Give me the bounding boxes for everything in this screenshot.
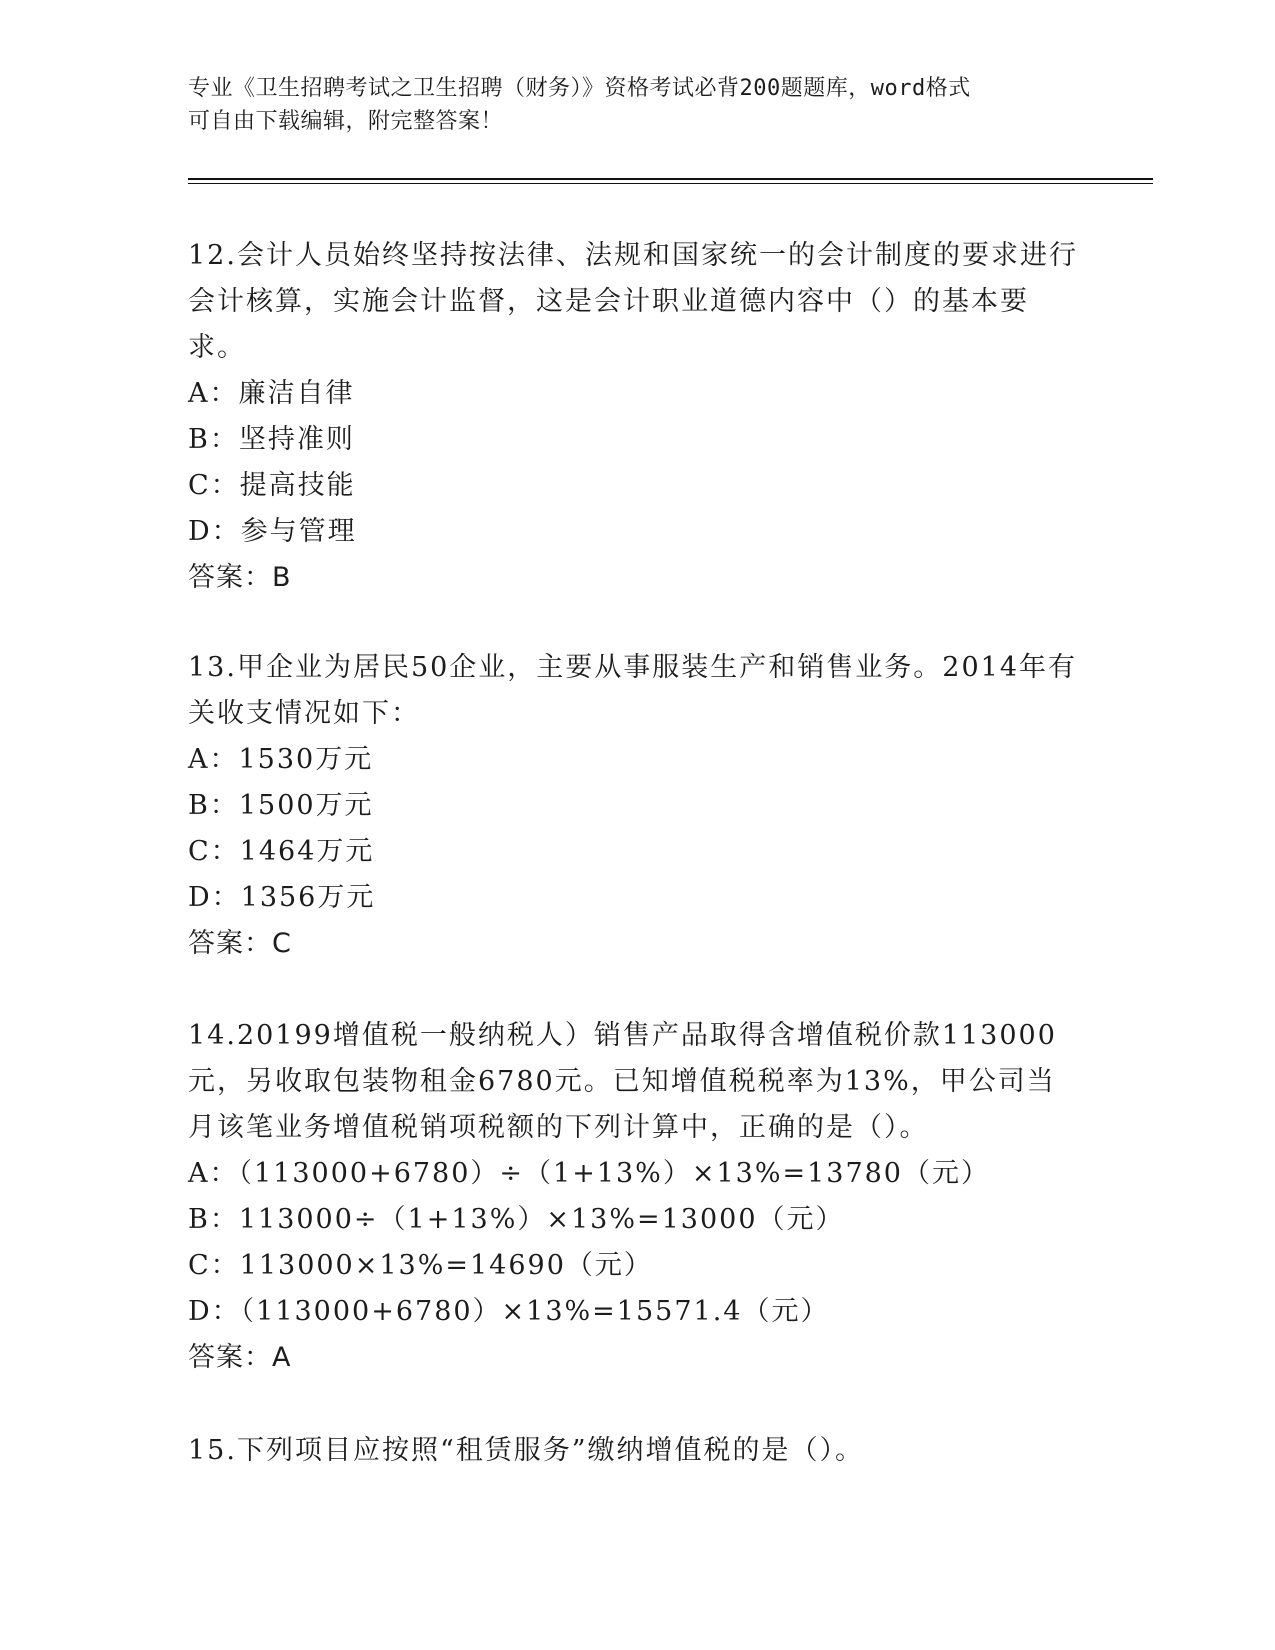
option-b: B：1500万元 — [188, 790, 374, 821]
option-c: C：1464万元 — [188, 836, 375, 867]
option-d: D：参与管理 — [188, 516, 357, 547]
question-12 — [188, 233, 1078, 601]
option-c: C：113000×13%=14690（元） — [188, 1250, 653, 1281]
question-stem: 12.会计人员始终坚持按法律、法规和国家统一的会计制度的要求进行会计核算，实施会计监督，这是会计职业道德内容中（）的基本要求。 — [188, 240, 1078, 363]
option-a: A：廉洁自律 — [188, 378, 355, 409]
option-b: B：113000÷（1+13%）×13%=13000（元） — [188, 1204, 845, 1235]
question-13 — [188, 645, 1078, 967]
option-a: A：1530万元 — [188, 744, 374, 775]
question-14 — [188, 1013, 1078, 1381]
answer: 答案：A — [188, 1342, 292, 1373]
header-line-1: 专业《卫生招聘考试之卫生招聘（财务）》资格考试必背200题题库，word格式 — [188, 76, 971, 101]
answer: 答案：B — [188, 562, 292, 593]
option-c: C：提高技能 — [188, 470, 356, 501]
header-divider — [188, 178, 1153, 180]
option-d: D：（113000+6780）×13%=15571.4（元） — [188, 1296, 830, 1327]
question-stem: 15.下列项目应按照“租赁服务”缴纳增值税的是（）。 — [188, 1435, 865, 1466]
header-line-2: 可自由下载编辑，附完整答案！ — [188, 109, 504, 134]
option-b: B：坚持准则 — [188, 424, 355, 455]
question-stem: 14.20199增值税一般纳税人）销售产品取得含增值税价款113000元，另收取包装物租金6780元。已知增值税税率为13%，甲公司当月该笔业务增值税销项税额的下列计算中，正确的是（）。 — [188, 1020, 1057, 1143]
question-stem: 13.甲企业为居民50企业，主要从事服装生产和销售业务。2014年有关收支情况如下： — [188, 652, 1078, 729]
question-15 — [188, 1428, 1078, 1474]
option-a: A：（113000+6780）÷（1+13%）×13%=13780（元） — [188, 1158, 990, 1189]
header-divider-thin — [188, 183, 1153, 184]
answer: 答案：C — [188, 928, 292, 959]
option-d: D：1356万元 — [188, 882, 376, 913]
document-header — [188, 72, 1088, 138]
